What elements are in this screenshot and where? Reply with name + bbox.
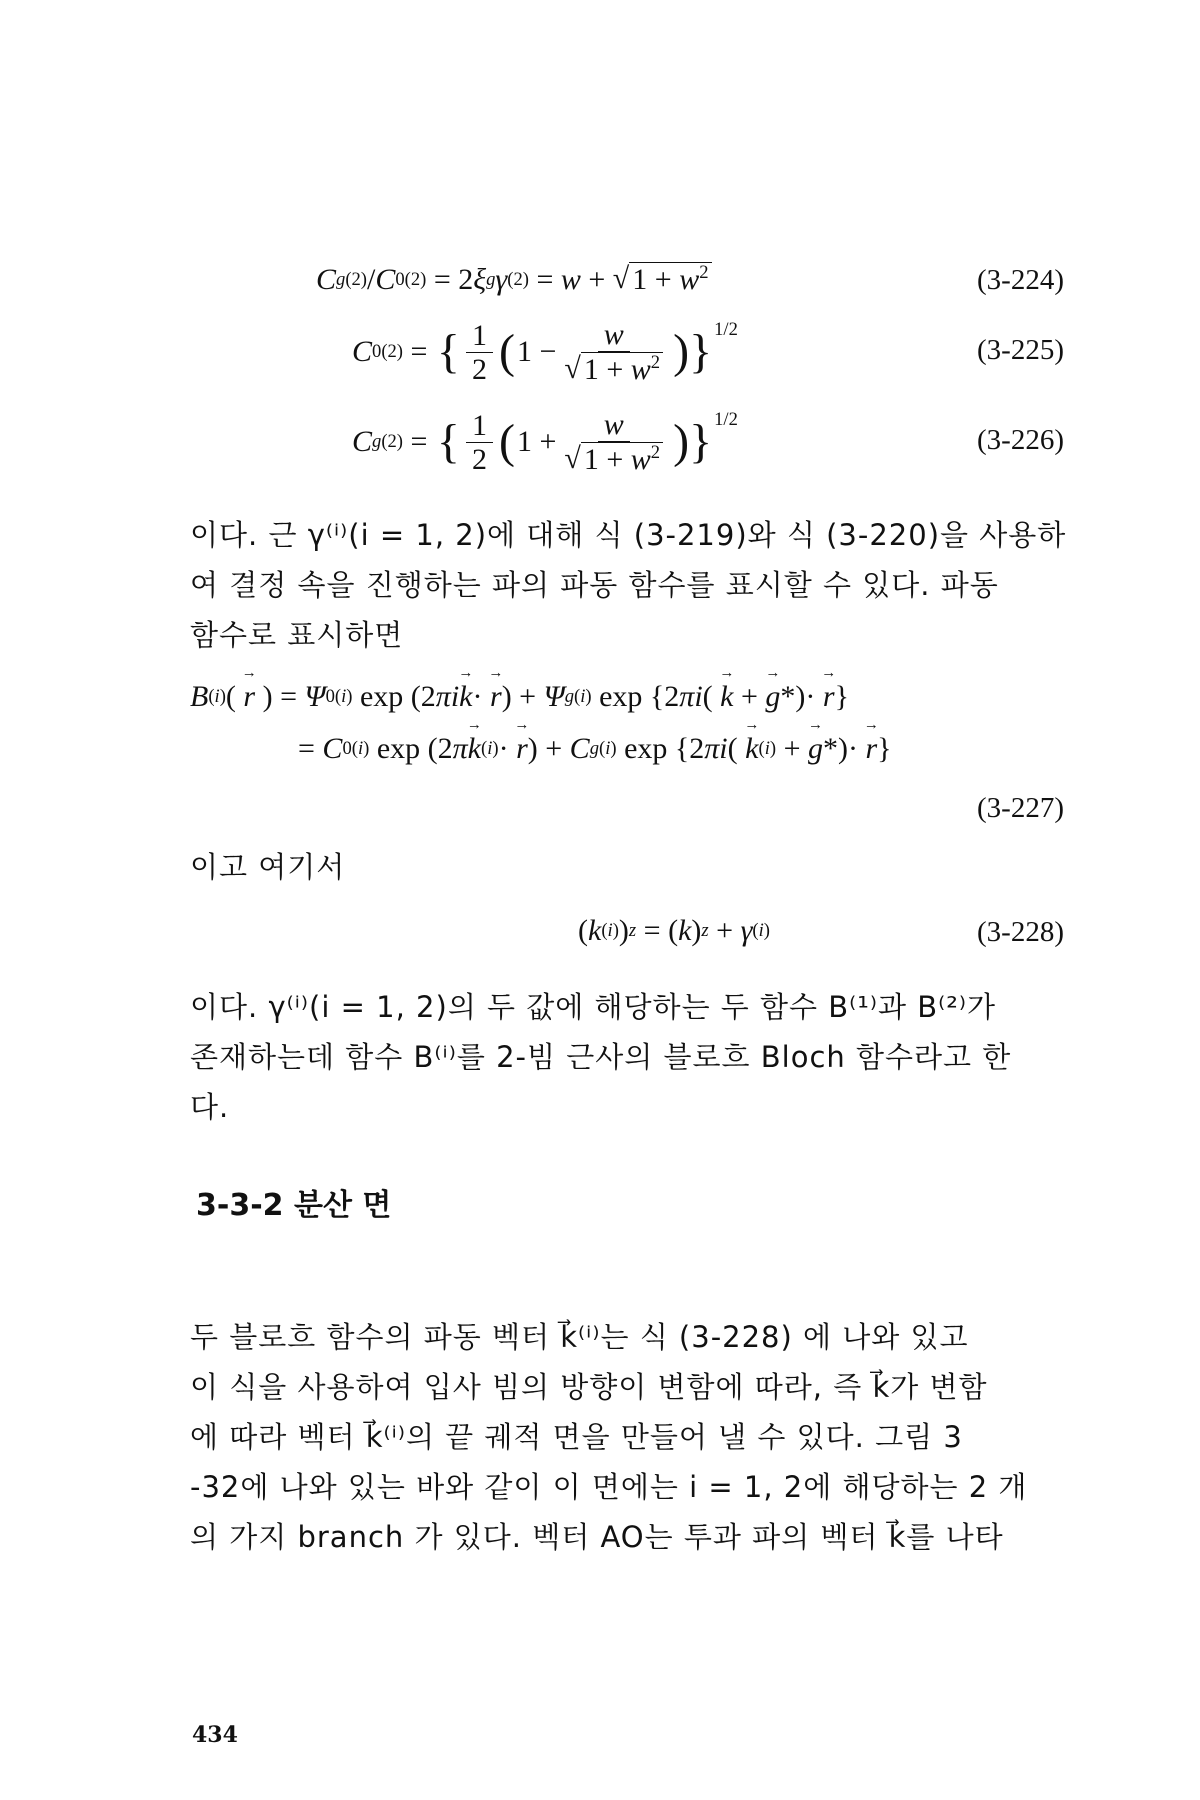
equation-3-224: C g (2) / C 0 (2) = 2 ξ g γ (2) = w + √ $1 + w^2$ [316,262,712,297]
paragraph [190,1312,1074,1562]
text-line: 의 가지 branch 가 있다. 벡터 AO는 투과 파의 벡터 k⃗를 나타 [190,1520,1004,1554]
text-line: 이 식을 사용하여 입사 빔의 방향이 변함에 따라, 즉 k⃗가 변함 [190,1370,988,1404]
equation-3-228: ( k (i) ) z = ( k ) z + γ (i) [578,914,770,947]
text-line: 이다. 근 γ⁽ⁱ⁾(i = 1, 2)에 대해 식 (3-219)와 식 (3-220)을 사용하 [190,518,1067,552]
page-number: 434 [192,1722,238,1748]
text-line: 존재하는데 함수 B⁽ⁱ⁾를 2-빔 근사의 블로흐 Bloch 함수라고 한 [190,1040,1012,1074]
paragraph [190,842,1074,892]
text-line: 함수로 표시하면 [190,618,404,652]
text-line: 에 따라 벡터 k⃗⁽ⁱ⁾의 끝 궤적 면을 만들어 낼 수 있다. 그림 3 [190,1420,963,1454]
paragraph [190,510,1074,660]
section-title: 3-3-2 분산 면 [196,1188,392,1223]
equation-number: (3-226) [977,424,1064,456]
equation-number: (3-225) [977,334,1064,366]
text-line: 두 블로흐 함수의 파동 벡터 k⃗⁽ⁱ⁾는 식 (3-228) 에 나와 있고 [190,1320,969,1354]
equation-number: (3-228) [977,916,1064,948]
equation-3-227-line1: B (i) ( → r ) = Ψ 0 (i) exp (2 πi → k · → r ) + Ψ g (i) exp {2 πi ( → k + → g *)· → r } [190,680,849,714]
paragraph [190,982,1074,1132]
equation-number: (3-224) [977,264,1064,296]
equation-3-226: C g (2) = { $\frac{1}{2}$ ( 1 + w √ $1 + w^2$ )} $^{1/2}$ [352,408,738,476]
equation-number: (3-227) [977,792,1064,824]
text-line: 다. [190,1090,230,1124]
text-line: 여 결정 속을 진행하는 파의 파동 함수를 표시할 수 있다. 파동 [190,568,999,602]
text-line: -32에 나와 있는 바와 같이 이 면에는 i = 1, 2에 해당하는 2 개 [190,1470,1028,1504]
equation-3-225: C 0 (2) = { $\frac{1}{2}$ ( 1 − w √ $1 + w^2$ )} $^{1/2}$ [352,318,738,386]
equation-3-227-line2: = C 0 (i) exp (2 π → k (i) · → r ) + C g (i) exp {2 πi ( → k (i) + → g *)· → r } [298,732,892,766]
text-line: 이다. γ⁽ⁱ⁾(i = 1, 2)의 두 값에 해당하는 두 함수 B⁽¹⁾과 B⁽²⁾가 [190,990,997,1024]
text-line: 이고 여기서 [190,850,346,884]
